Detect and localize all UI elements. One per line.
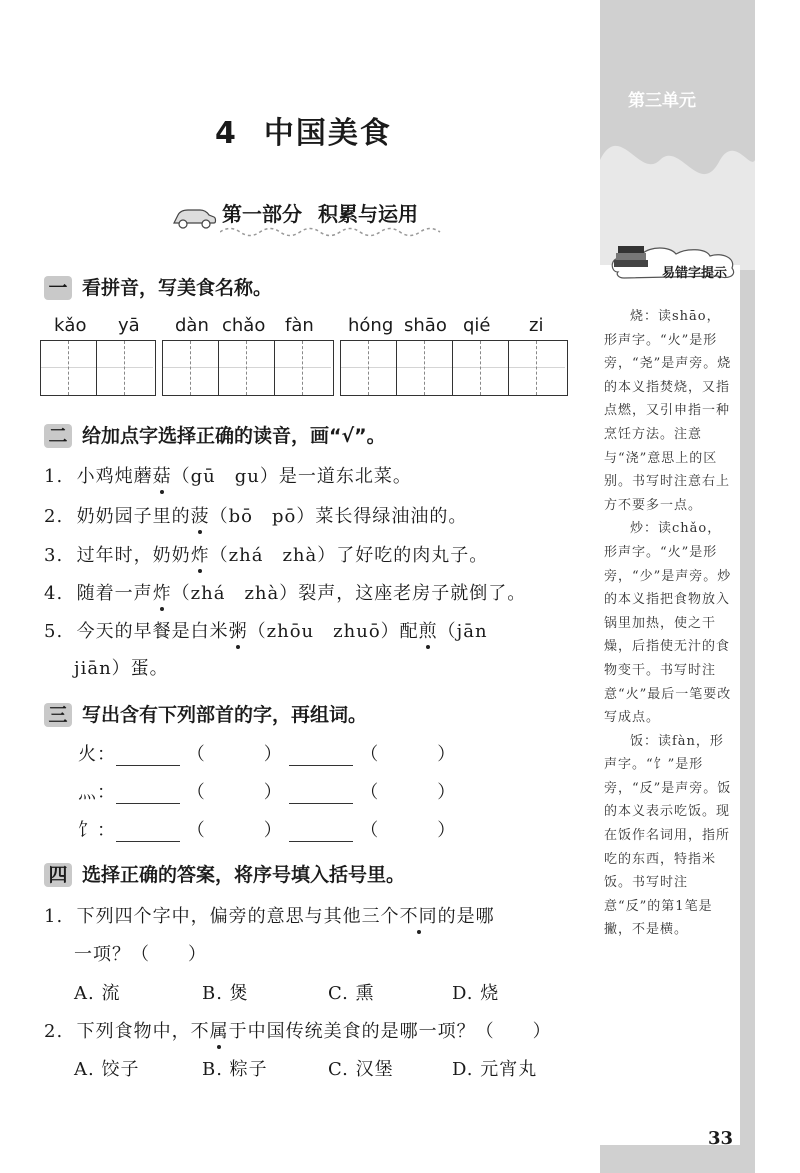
section-3-heading: [44, 700, 367, 727]
page-number: 33: [708, 1128, 734, 1149]
section-title: 看拼音，写美食名称。: [82, 277, 273, 299]
question-item-continued: jiān）蛋。: [74, 658, 169, 679]
pinyin-ya: yā: [118, 315, 140, 336]
section-badge: 一: [44, 276, 72, 300]
lesson-name: 中国美食: [263, 116, 392, 151]
radical-row-1: 火： （ ） （ ）: [78, 744, 457, 765]
question-item: 5. 今天的早餐是白米粥（zhōu zhuō）配煎（jān: [44, 621, 488, 642]
pinyin-zi: zi: [529, 315, 544, 336]
pinyin-dan: dàn: [175, 315, 209, 336]
wave-divider: [220, 225, 450, 239]
section-title: 给加点字选择正确的读音，画“√”。: [82, 425, 386, 447]
section-badge: 四: [44, 863, 72, 887]
car-icon: [170, 205, 218, 231]
option[interactable]: B. 煲: [202, 983, 249, 1004]
part-heading: [222, 198, 418, 227]
pinyin-kao: kǎo: [54, 315, 87, 336]
question-item: 4. 随着一声炸（zhá zhà）裂声，这座老房子就倒了。: [44, 583, 527, 604]
pinyin-qie: qié: [463, 315, 491, 336]
answer-line[interactable]: [116, 747, 180, 766]
part-name: 积累与运用: [318, 202, 418, 226]
option[interactable]: A. 饺子: [74, 1059, 140, 1080]
section-badge: 三: [44, 703, 72, 727]
answer-line[interactable]: [116, 823, 180, 842]
pinyin-fan: fàn: [285, 315, 314, 336]
answer-line[interactable]: [289, 785, 353, 804]
pinyin-hong: hóng: [348, 315, 394, 336]
books-icon: [612, 244, 652, 270]
pinyin-chao: chǎo: [222, 315, 266, 336]
writing-grid-3[interactable]: [340, 340, 568, 396]
tip-title: 易错字提示: [662, 266, 728, 281]
section-title: 选择正确的答案，将序号填入括号里。: [82, 864, 406, 886]
choice-question-2: 2. 下列食物中，不属于中国传统美食的是哪一项？（ ）: [44, 1021, 552, 1042]
section-title: 写出含有下列部首的字，再组词。: [82, 704, 368, 726]
tip-notes: [604, 305, 732, 942]
tip-note: 烧：读shāo，形声字。“火”是形旁，“尧”是声旁。烧的本义指焚烧，又指点燃，又引申指一种烹饪方法。注意与“浇”意思上的区别。书写时注意右上方不要多一点。: [604, 309, 732, 513]
section-badge: 二: [44, 424, 72, 448]
writing-grid-1[interactable]: [40, 340, 156, 396]
option[interactable]: D. 烧: [452, 983, 500, 1004]
section-4-heading: [44, 860, 405, 887]
lesson-number: 4: [215, 116, 238, 151]
part-label: 第一部分: [222, 202, 302, 226]
choice-question-1: 1. 下列四个字中，偏旁的意思与其他三个不同的是哪: [44, 906, 495, 927]
option[interactable]: D. 元宵丸: [452, 1059, 538, 1080]
unit-label: 第三单元: [628, 91, 696, 111]
option[interactable]: C. 汉堡: [328, 1059, 394, 1080]
question-item: 2. 奶奶园子里的菠（bō pō）菜长得绿油油的。: [44, 506, 468, 527]
option[interactable]: B. 粽子: [202, 1059, 268, 1080]
answer-line[interactable]: [289, 823, 353, 842]
answer-line[interactable]: [116, 785, 180, 804]
choice-question-1-line2: 一项？（ ）: [74, 944, 207, 965]
pinyin-shao: shāo: [404, 315, 447, 336]
radical-row-2: 灬： （ ） （ ）: [78, 782, 457, 803]
question-item: 3. 过年时，奶奶炸（zhá zhà）了好吃的肉丸子。: [44, 545, 489, 566]
radical-row-3: 饣： （ ） （ ）: [78, 820, 457, 841]
section-2-heading: [44, 421, 386, 448]
question-item: 1. 小鸡炖蘑菇（gū gu）是一道东北菜。: [44, 466, 412, 487]
tip-note: 饭：读fàn，形声字。“饣”是形旁，“反”是声旁。饭的本义表示吃饭。现在饭作名词用，指所吃的东西，特指米饭。书写时注意“反”的第1笔是撇，不是横。: [604, 733, 732, 938]
lesson-title: [215, 108, 392, 152]
tip-note: 炒：读chǎo，形声字。“火”是形旁，“少”是声旁。炒的本义指把食物放入锅里加热，使之干燥，后指使无汁的食物变干。书写时注意“火”最后一笔要改写成点。: [604, 521, 732, 726]
writing-grid-2[interactable]: [162, 340, 334, 396]
answer-line[interactable]: [289, 747, 353, 766]
option[interactable]: A. 流: [74, 983, 121, 1004]
option[interactable]: C. 熏: [328, 983, 375, 1004]
section-1-heading: [44, 273, 272, 300]
